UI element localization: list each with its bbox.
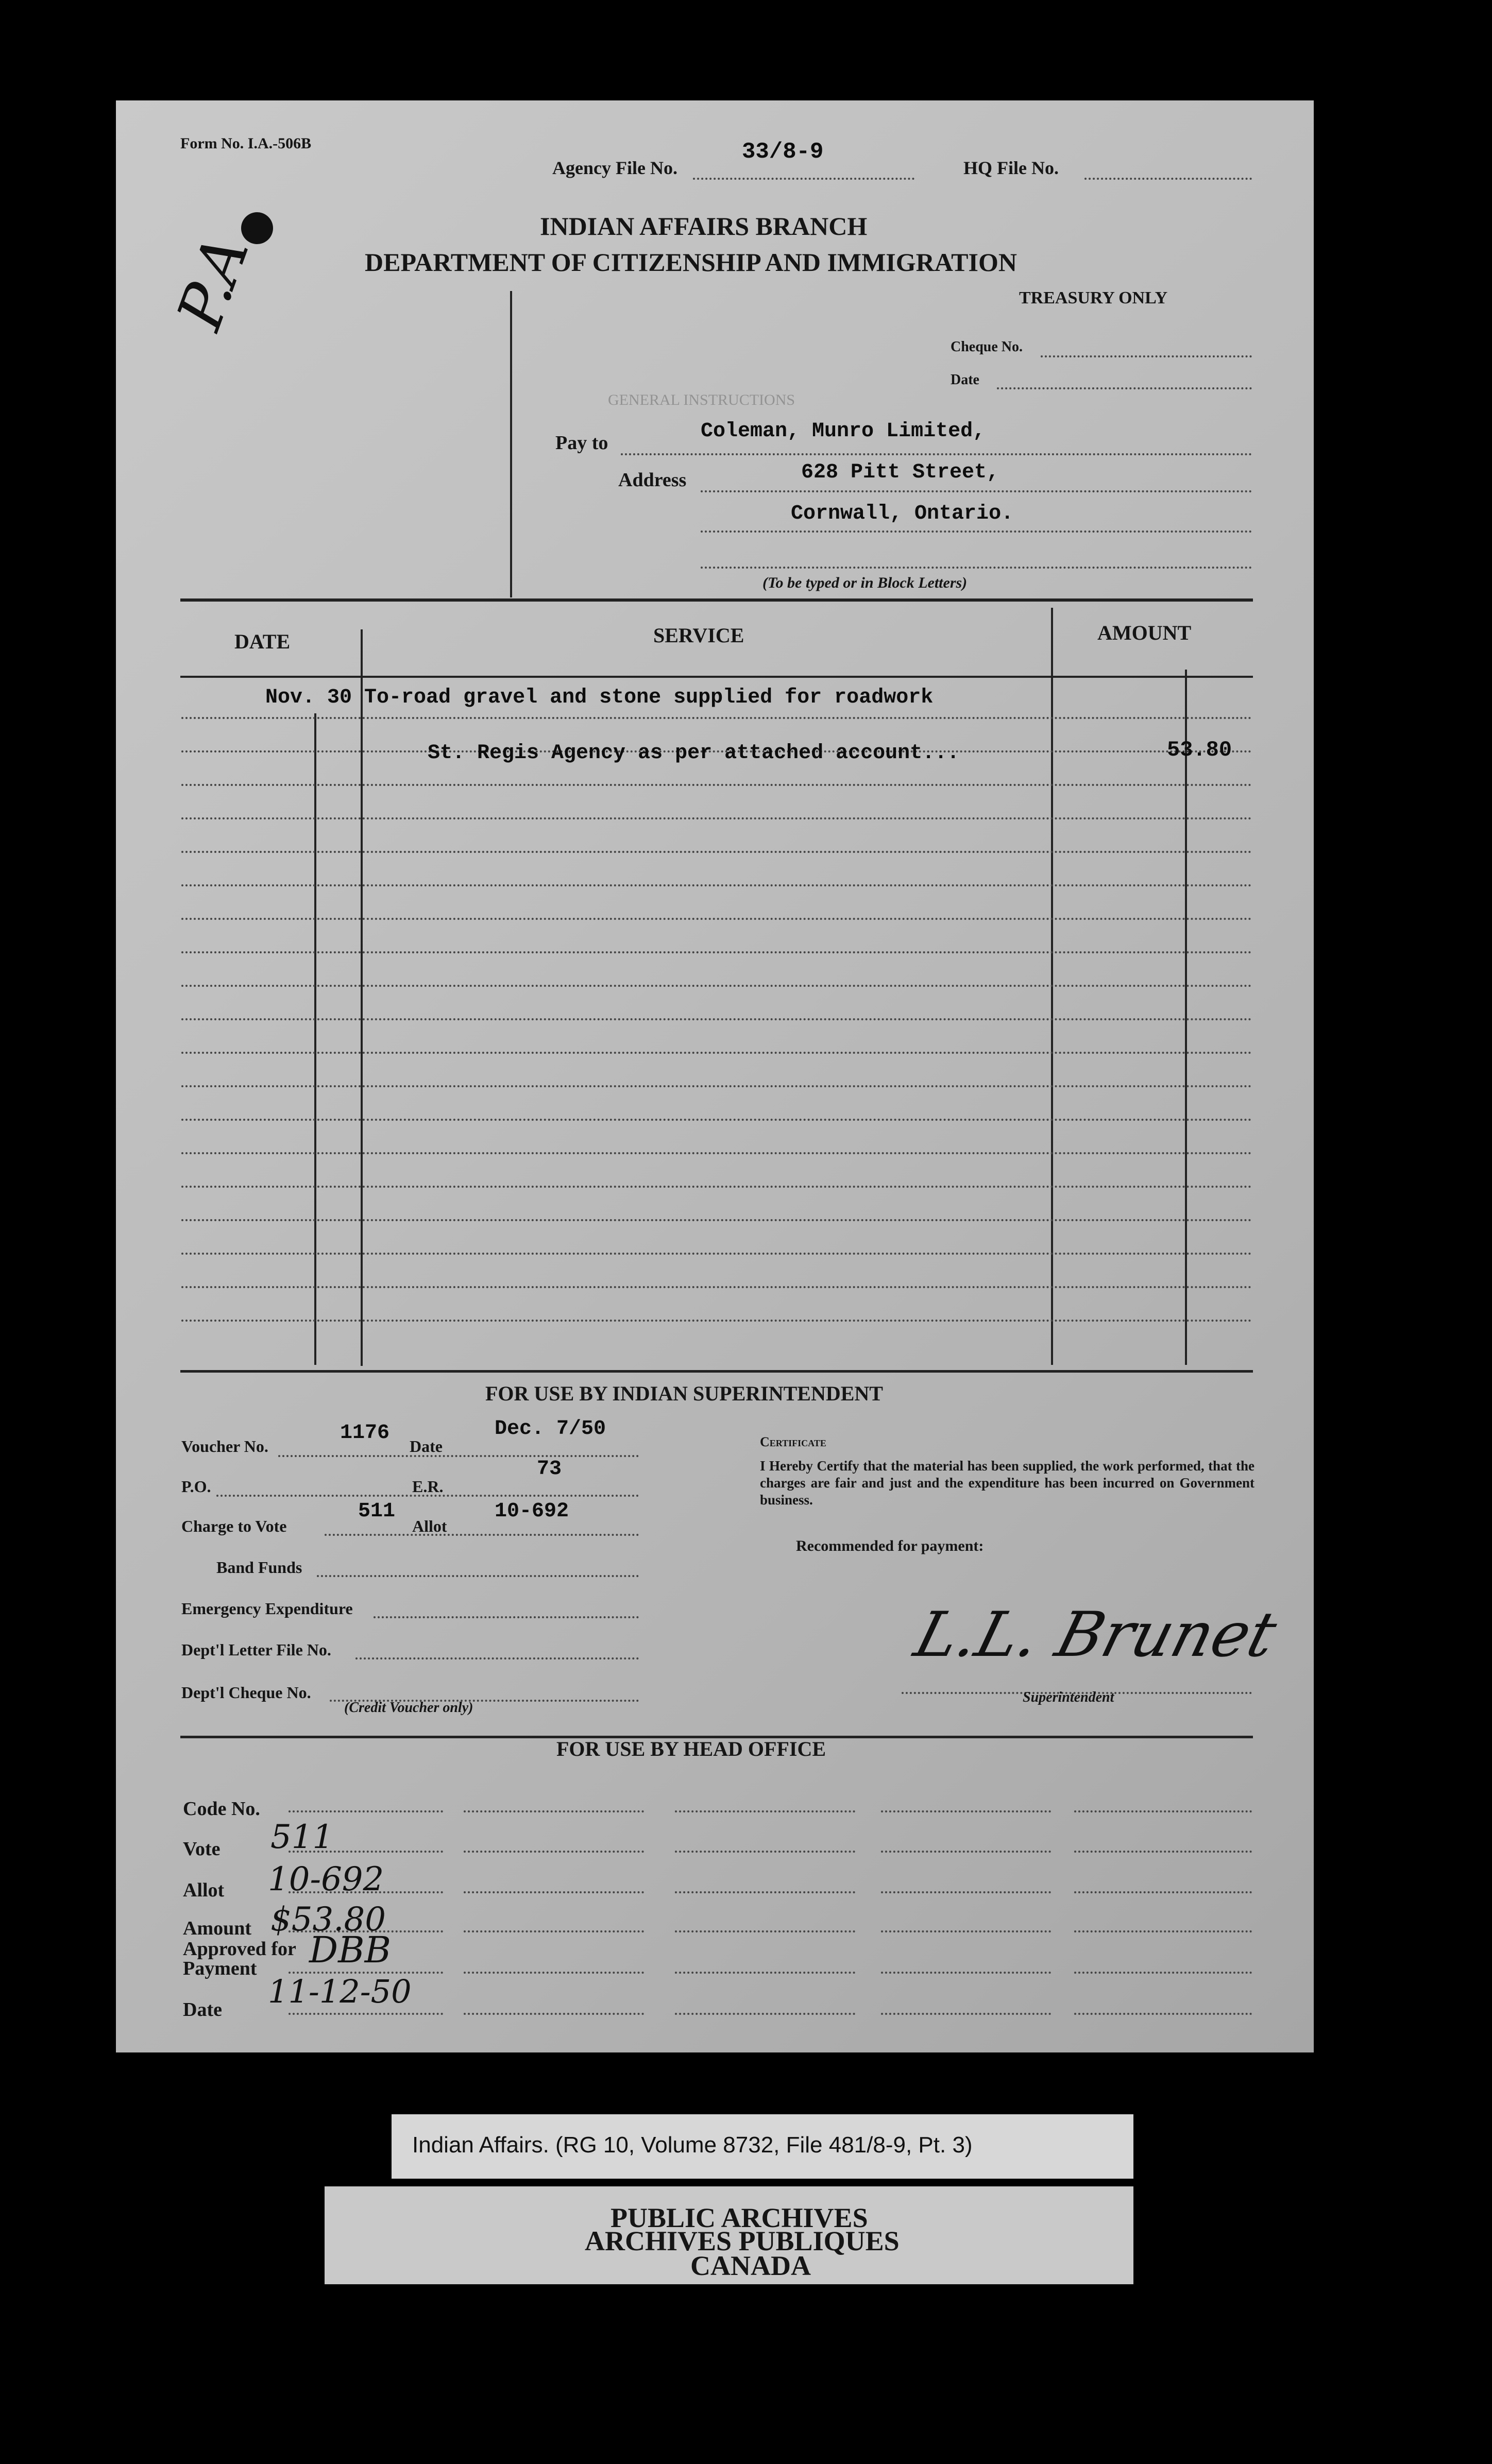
archive-stamp-line1: PUBLIC ARCHIVES [611, 2202, 868, 2233]
band-funds-label: Band Funds [216, 1558, 302, 1577]
service-row-rule [181, 1186, 1252, 1188]
address-line2: Cornwall, Ontario. [791, 502, 1014, 525]
head-office-cell-rule [464, 1810, 644, 1812]
service-row-rule [181, 884, 1252, 886]
head-office-heading: FOR USE BY HEAD OFFICE [556, 1737, 826, 1760]
service-amount: 53.80 [1167, 738, 1232, 762]
head-office-cell-rule [464, 1891, 644, 1893]
amount-label: Amount [183, 1918, 252, 1939]
po-line [216, 1495, 639, 1497]
head-office-cell-rule [1074, 1851, 1252, 1853]
treasury-label: TREASURY ONLY [1019, 288, 1168, 307]
service-row-rule [181, 1219, 1252, 1221]
dept-letter-label: Dept'l Letter File No. [181, 1640, 331, 1659]
head-office-cell-rule [881, 2013, 1051, 2015]
vote-label: Vote [183, 1838, 221, 1860]
band-funds-line [317, 1575, 639, 1577]
head-office-cell-rule [464, 2013, 644, 2015]
service-row-rule [181, 1286, 1252, 1288]
service-row-rule [181, 1085, 1252, 1087]
approved-initials: DBB [309, 1929, 392, 1971]
handwritten-mark: P.A. [164, 208, 270, 339]
service-row-rule [181, 817, 1252, 819]
form-number: Form No. I.A.-506B [180, 135, 312, 152]
table-header-rule [180, 676, 1253, 678]
ho-date-value: 11-12-50 [268, 1973, 412, 2010]
branch-title: INDIAN AFFAIRS BRANCH [540, 212, 868, 241]
amount-value: $53.80 [270, 1901, 386, 1939]
head-office-field-rule [289, 2013, 443, 2015]
voucher-value: 1176 [340, 1422, 390, 1445]
archive-stamp-line3: CANADA [690, 2250, 811, 2281]
amount-col-divider-2 [1185, 670, 1187, 1365]
payment-label: Payment [183, 1958, 257, 1979]
head-office-cell-rule [675, 1810, 855, 1812]
head-office-cell-rule [675, 1851, 855, 1853]
charge-label: Charge to Vote [181, 1517, 287, 1535]
head-office-cell-rule [464, 1930, 644, 1932]
vote-value: 511 [270, 1818, 334, 1856]
service-row-rule [181, 1018, 1252, 1020]
table-bottom-rule [180, 1370, 1253, 1373]
service-row-rule [181, 851, 1252, 853]
head-office-cell-rule [675, 1891, 855, 1893]
service-row-rule [181, 717, 1252, 719]
head-office-cell-rule [881, 1891, 1051, 1893]
service-row-rule [181, 784, 1252, 786]
address-line1-rule [701, 490, 1252, 492]
credit-voucher-note: (Credit Voucher only) [344, 1700, 473, 1716]
ho-allot-label: Allot [183, 1879, 225, 1901]
allot-value: 10-692 [495, 1500, 569, 1523]
charge-line [325, 1534, 639, 1536]
address-label: Address [618, 469, 687, 491]
voucher-date-value: Dec. 7/50 [495, 1417, 606, 1441]
head-office-cell-rule [1074, 1930, 1252, 1932]
service-row-rule [181, 985, 1252, 987]
recommended-label: Recommended for payment: [796, 1537, 984, 1554]
head-office-cell-rule [881, 1851, 1051, 1853]
hq-file-label: HQ File No. [963, 158, 1059, 178]
pay-to-line [621, 453, 1252, 455]
agency-file-line [693, 178, 914, 180]
service-row-rule [181, 1152, 1252, 1154]
table-top-rule [180, 598, 1253, 602]
voucher-line [278, 1455, 639, 1457]
service-row-rule [181, 1119, 1252, 1121]
agency-file-label: Agency File No. [552, 158, 677, 178]
head-office-cell-rule [1074, 1972, 1252, 1974]
emergency-label: Emergency Expenditure [181, 1599, 353, 1618]
ho-date-label: Date [183, 1999, 222, 2021]
service-row-rule [181, 1320, 1252, 1322]
archive-stamp-line2: ARCHIVES PUBLIQUES [585, 2226, 900, 2256]
pay-to-value: Coleman, Munro Limited, [701, 420, 986, 443]
address-line1: 628 Pitt Street, [801, 461, 999, 484]
date-col-divider-1 [314, 713, 316, 1365]
approved-label: Approved for [183, 1938, 296, 1960]
allot-label: Allot [412, 1517, 447, 1535]
head-office-field-rule [289, 1810, 443, 1812]
code-label: Code No. [183, 1798, 260, 1820]
head-office-cell-rule [675, 1930, 855, 1932]
head-office-cell-rule [464, 1972, 644, 1974]
head-office-cell-rule [675, 2013, 855, 2015]
agency-file-value: 33/8-9 [742, 139, 824, 165]
col-header-amount: AMOUNT [1097, 621, 1192, 644]
service-line-1: Nov. 30 To-road gravel and stone supplied for roadwork [265, 686, 934, 709]
cheque-label: Cheque No. [951, 339, 1023, 355]
service-row-rule [181, 951, 1252, 953]
date-col-divider-2 [361, 629, 363, 1366]
treasury-date-line [997, 387, 1252, 389]
block-letters-note: (To be typed or in Block Letters) [762, 574, 968, 591]
service-line-2: St. Regis Agency as per attached account... [428, 742, 960, 765]
pay-to-label: Pay to [555, 432, 608, 454]
superintendent-signature: L.L. Brunet [907, 1599, 1284, 1671]
service-row-rule [181, 918, 1252, 920]
signature-caption: Superintendent [1023, 1689, 1114, 1705]
certificate-text: I Hereby Certify that the material has been supplied, the work performed, that the charges are fair and just and the expenditure has been incurred on Government business. [760, 1458, 1254, 1508]
superintendent-heading: FOR USE BY INDIAN SUPERINTENDENT [485, 1382, 883, 1405]
archive-reference: Indian Affairs. (RG 10, Volume 8732, File 481/8-9, Pt. 3) [412, 2132, 973, 2158]
er-label: E.R. [412, 1477, 444, 1496]
charge-value: 511 [358, 1500, 396, 1523]
head-office-cell-rule [1074, 2013, 1252, 2015]
dept-letter-line [355, 1657, 639, 1659]
cheque-line [1041, 355, 1252, 357]
er-value: 73 [537, 1458, 562, 1481]
address-divider [510, 291, 512, 597]
col-header-service: SERVICE [653, 624, 744, 647]
dept-cheque-label: Dept'l Cheque No. [181, 1683, 311, 1702]
head-office-cell-rule [464, 1851, 644, 1853]
service-row-rule [181, 1253, 1252, 1255]
voucher-label: Voucher No. [181, 1437, 268, 1456]
head-office-cell-rule [881, 1930, 1051, 1932]
address-line3-rule [701, 567, 1252, 569]
col-header-date: DATE [234, 630, 291, 653]
emergency-line [374, 1616, 639, 1618]
head-office-cell-rule [881, 1810, 1051, 1812]
head-office-cell-rule [1074, 1891, 1252, 1893]
service-row-rule [181, 1052, 1252, 1054]
head-office-cell-rule [881, 1972, 1051, 1974]
head-office-cell-rule [1074, 1810, 1252, 1812]
show-through-text: GENERAL INSTRUCTIONS [608, 391, 795, 408]
po-label: P.O. [181, 1477, 211, 1496]
certificate-heading: Certificate [760, 1434, 826, 1449]
address-line2-rule [701, 531, 1252, 533]
treasury-date-label: Date [951, 372, 979, 388]
ho-allot-value: 10-692 [268, 1860, 384, 1898]
department-title: DEPARTMENT OF CITIZENSHIP AND IMMIGRATION [365, 248, 1017, 277]
head-office-cell-rule [675, 1972, 855, 1974]
voucher-date-label: Date [410, 1437, 443, 1456]
hq-file-line [1084, 178, 1252, 180]
